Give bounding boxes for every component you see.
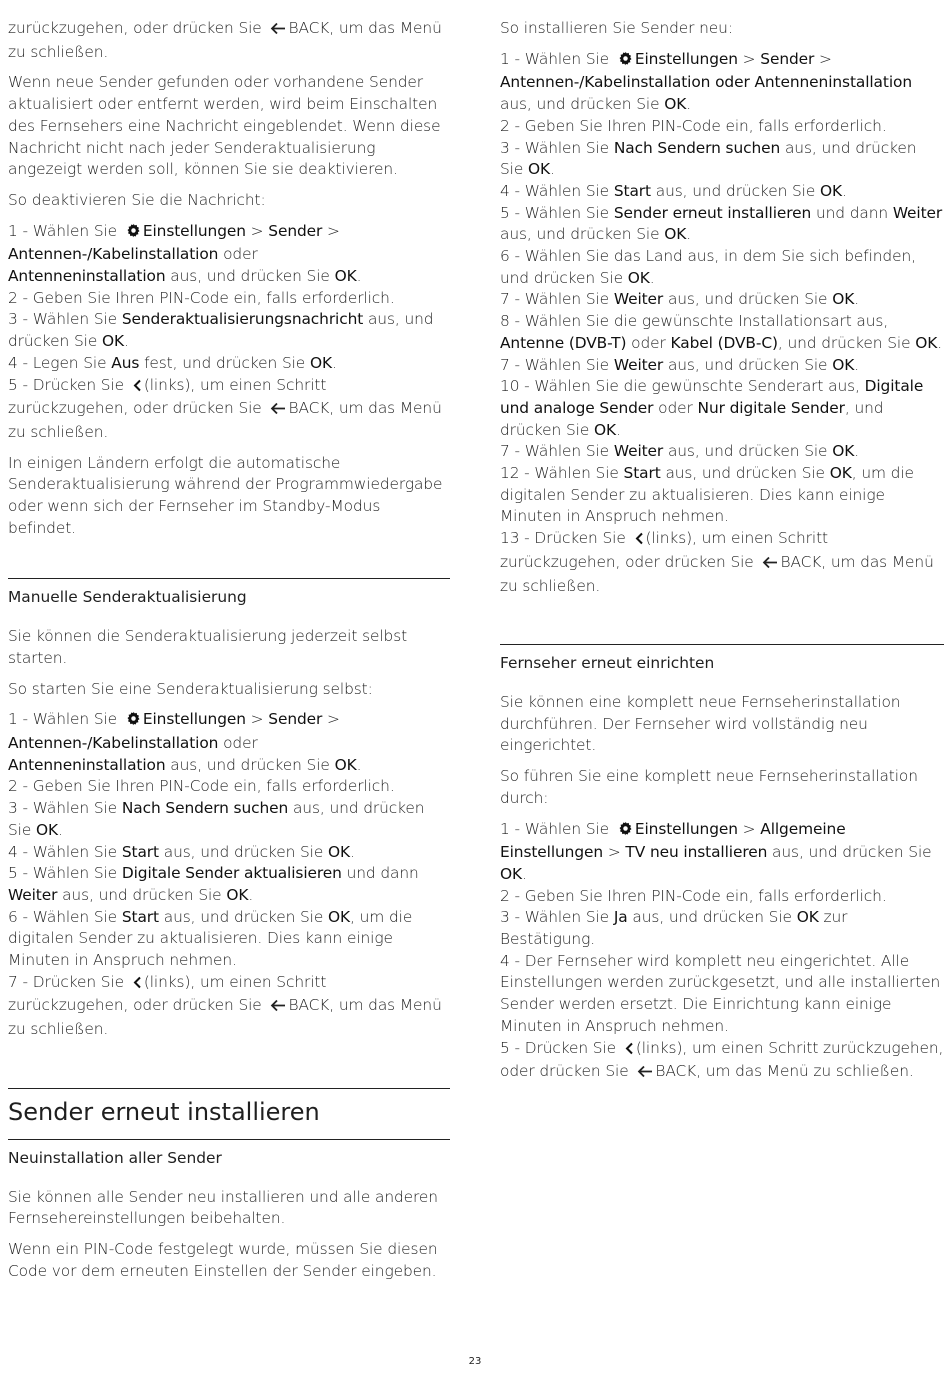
section-divider [8, 578, 450, 579]
or-text: oder [218, 733, 258, 752]
ok-label: OK [226, 885, 249, 904]
option-label: Digitale Sender aktualisieren [121, 864, 342, 883]
option-label: Aus [111, 353, 140, 372]
ok-label: OK [796, 908, 819, 927]
section-divider [500, 644, 944, 645]
option-label: Weiter [613, 290, 664, 309]
intro-text: zurückzugehen, oder drücken Sie [8, 19, 262, 37]
step-text: aus, und drücken Sie [767, 843, 932, 862]
setup-p2: So führen Sie eine komplett neue Fernseherinstallation durch: [500, 767, 918, 807]
step-text: 1 - Wählen Sie [500, 49, 614, 68]
sender-label: Sender [268, 710, 323, 729]
antenna2-label: Antenneninstallation [8, 267, 166, 286]
dot: . [854, 442, 860, 461]
step-text: , um die digitalen Sender zu aktualisieren. Dies kann einige Minuten in Anspruch nehmen. [500, 464, 914, 526]
step-text: 12 - Wählen Sie [500, 464, 624, 483]
step-text: aus, und drücken Sie [663, 355, 833, 374]
dot: . [550, 160, 555, 179]
right-column [500, 18, 944, 1094]
option-label: Weiter [613, 355, 664, 374]
option-label: TV neu installieren [625, 843, 768, 862]
sep: > [737, 49, 761, 68]
step-text: , um die digitalen Sender zu aktualisieren. Dies kann einige Minuten in Anspruch nehmen. [8, 907, 413, 970]
install-step-10 [500, 376, 944, 441]
ok-label: OK [820, 181, 843, 200]
back-arrow-icon [637, 1063, 653, 1085]
manual-step-2: 2 - Geben Sie Ihren PIN-Code ein, falls erforderlich. [8, 777, 395, 796]
ok-label: OK [627, 268, 650, 287]
ok-label: OK [528, 160, 551, 179]
sep: > [322, 710, 340, 729]
option-label: Digitale und analoge Sender [500, 377, 924, 417]
install-step-3 [500, 138, 944, 181]
install-step-6 [500, 246, 944, 289]
antenna-label: Antennen-/Kabelinstallation [8, 733, 219, 752]
manual-p1: Sie können die Senderaktualisierung jederzeit selbst starten. [8, 627, 408, 667]
dot: . [842, 181, 847, 200]
setup-step-2: 2 - Geben Sie Ihren PIN-Code ein, falls erforderlich. [500, 886, 887, 905]
sender-label: Sender [268, 221, 323, 240]
option-label: Antenne (DVB-T) [500, 333, 627, 352]
option-label: Start [613, 181, 651, 200]
step-text: aus, und drücken Sie [57, 885, 227, 904]
step-text: aus, und drücken Sie [663, 442, 833, 461]
or-text: oder [218, 245, 258, 264]
deactivate-step-3 [8, 309, 450, 352]
install-step-1 [500, 49, 944, 116]
ok-label: OK [102, 332, 125, 351]
left-column [8, 18, 450, 1291]
option-label: Senderaktualisierungsnachricht [121, 310, 364, 329]
reinstall-p1: Sie können alle Sender neu installieren und alle anderen Fernsehereinstellungen beibehalten. [8, 1187, 438, 1228]
step-text: 7 - Wählen Sie [500, 442, 614, 461]
step-text: , und drücken Sie [777, 333, 916, 352]
dot: . [350, 842, 355, 861]
step-text: aus, und drücken Sie [158, 907, 329, 926]
dot: . [854, 355, 860, 374]
step-text: (links), um einen Schritt zurückzugehen, oder drücken Sie [500, 529, 828, 571]
ok-label: OK [36, 820, 59, 839]
step-text: 3 - Wählen Sie [8, 799, 122, 818]
step-text: 5 - Drücken Sie [500, 1038, 621, 1057]
ok-label: OK [664, 95, 687, 114]
chevron-left-icon [133, 974, 142, 996]
option-label: Kabel (DVB-C) [670, 333, 778, 352]
section-divider [8, 1088, 450, 1089]
dot: . [522, 864, 527, 883]
step-text: aus, und drücken Sie [165, 755, 335, 774]
option-label: Start [121, 842, 159, 861]
deactivate-step-1 [8, 221, 450, 288]
ok-label: OK [832, 290, 855, 309]
sep: > [245, 221, 269, 240]
step-text: BACK, um das Menü zu schließen. [500, 552, 934, 595]
deactivate-step-4 [8, 353, 450, 375]
step-text: 4 - Wählen Sie [500, 181, 614, 200]
para-new-channels: Wenn neue Sender gefunden oder vorhandene Sender aktualisiert oder entfernt werden, wird beim Einschalten des Fernsehers eine Nachricht eingeblendet. Wenn diese Nachricht nicht nach jeder Senderaktualisierung angezeigt werden soll, können Sie sie deaktivieren. [8, 73, 441, 179]
chevron-left-icon [635, 530, 644, 552]
ok-label: OK [328, 907, 351, 926]
ok-label: OK [328, 842, 351, 861]
step-text: (links), um einen Schritt zurückzugehen, oder drücken Sie [8, 375, 327, 418]
step-text: aus, und drücken Sie [165, 267, 335, 286]
install-step-12 [500, 463, 944, 528]
setup-heading: Fernseher erneut einrichten [500, 654, 715, 673]
option-label: Allgemeine Einstellungen [500, 819, 846, 862]
setup-step-1 [500, 819, 944, 886]
dot: . [356, 267, 362, 286]
step-text: 3 - Wählen Sie [500, 138, 614, 157]
step-text: 6 - Wählen Sie das Land aus, in dem Sie sich befinden, und drücken Sie [500, 247, 916, 287]
page-number: 23 [468, 1356, 482, 1367]
install-step-4 [500, 181, 944, 203]
step-text: aus, und drücken Sie [500, 225, 665, 244]
option-label: Nach Sendern suchen [613, 138, 781, 157]
step-text: BACK, um das Menü zu schließen. [655, 1062, 914, 1081]
setup-step-5 [500, 1038, 944, 1085]
step-text: aus, und drücken Sie [500, 95, 665, 114]
step-text: und dann [341, 864, 419, 883]
step-text: 4 - Legen Sie [8, 353, 112, 372]
step-text: BACK, um das Menü zu schließen. [8, 399, 442, 441]
step-text: 5 - Wählen Sie [500, 203, 614, 222]
option-label: Weiter [8, 885, 58, 904]
chevron-left-icon [625, 1040, 634, 1062]
step-text: aus, und drücken Sie [8, 799, 425, 839]
option-label: Sender erneut installieren [613, 203, 812, 222]
step-text: aus, und drücken Sie [500, 138, 917, 179]
install-step-8 [500, 311, 944, 354]
step-text: aus, und drücken Sie [650, 181, 821, 200]
sep: > [322, 221, 340, 240]
step-text: (links), um einen Schritt zurückzugehen, oder drücken Sie [500, 1038, 944, 1081]
intro-back-text: BACK, um das Menü zu schließen. [8, 19, 442, 61]
gear-icon [126, 223, 141, 245]
settings-label: Einstellungen [634, 49, 738, 68]
ok-label: OK [664, 225, 687, 244]
step-text: 5 - Wählen Sie [8, 864, 122, 883]
step-text: aus, und drücken Sie [158, 842, 329, 861]
section-divider [8, 1139, 450, 1140]
manual-step-1 [8, 709, 450, 776]
back-arrow-icon [270, 997, 286, 1019]
option-label: Nur digitale Sender [697, 398, 845, 417]
setup-p1: Sie können eine komplett neue Fernseherinstallation durchführen. Der Fernseher wird vollständig neu eingerichtet. [500, 692, 901, 755]
step-text: fest, und drücken Sie [139, 353, 310, 372]
ok-label: OK [309, 353, 332, 372]
ok-label: OK [832, 355, 855, 374]
ok-label: OK [594, 420, 617, 439]
step-text: 3 - Wählen Sie [500, 908, 614, 927]
step-text: 1 - Wählen Sie [8, 221, 122, 240]
gear-icon [126, 711, 141, 733]
dot: . [686, 95, 692, 114]
manual-step-3 [8, 798, 450, 841]
option-label: Start [121, 907, 159, 926]
gear-icon [618, 51, 633, 73]
sep: > [603, 843, 626, 862]
back-arrow-icon [762, 554, 778, 576]
setup-step-4: 4 - Der Fernseher wird komplett neu eingerichtet. Alle Einstellungen werden zurückgesetzt, und alle installierten Sender werden ersetzt. Die Einrichtung kann einige Minuten in Anspruch nehmen. [500, 951, 941, 1035]
step-text: 3 - Wählen Sie [8, 310, 122, 329]
option-label: Weiter [613, 442, 664, 461]
step-text: aus, und drücken Sie [627, 908, 797, 927]
ok-label: OK [334, 755, 357, 774]
back-arrow-icon [270, 20, 286, 42]
settings-label: Einstellungen [634, 819, 738, 838]
step-text: 8 - Wählen Sie die gewünschte Installationsart aus, [500, 312, 889, 331]
option-label: Nach Sendern suchen [121, 799, 289, 818]
install-step-9 [500, 355, 944, 377]
sep: > [814, 49, 832, 68]
para-auto-update: In einigen Ländern erfolgt die automatische Senderaktualisierung während der Programmwiedergabe oder wenn sich der Fernseher im Standby-Modus befindet. [8, 453, 443, 537]
antenna2-label: Antenneninstallation [8, 755, 166, 774]
settings-label: Einstellungen [142, 221, 246, 240]
ok-label: OK [334, 267, 357, 286]
dot: . [649, 268, 655, 287]
reinstall-p2: Wenn ein PIN-Code festgelegt wurde, müssen Sie diesen Code vor dem erneuten Einstellen der Sender eingeben. [8, 1239, 438, 1280]
step-text: 1 - Wählen Sie [500, 819, 614, 838]
deactivate-intro: So deaktivieren Sie die Nachricht: [8, 190, 266, 209]
antenna-label: Antennen-/Kabelinstallation [8, 245, 219, 264]
dot: . [248, 885, 254, 904]
step-text: oder [626, 333, 671, 352]
step-text: zur Bestätigung. [500, 908, 848, 949]
manual-p2: So starten Sie eine Senderaktualisierung selbst: [8, 679, 373, 698]
ok-label: OK [832, 442, 855, 461]
install-step-13 [500, 528, 944, 597]
dot: . [331, 353, 337, 372]
deactivate-step-2: 2 - Geben Sie Ihren PIN-Code ein, falls erforderlich. [8, 288, 395, 307]
step-text: 4 - Wählen Sie [8, 842, 122, 861]
step-text: BACK, um das Menü zu schließen. [8, 996, 442, 1039]
install-step-2: 2 - Geben Sie Ihren PIN-Code ein, falls erforderlich. [500, 116, 887, 135]
option-label: Ja [613, 908, 628, 927]
manual-step-4 [8, 842, 450, 864]
step-text: oder [653, 398, 698, 417]
step-text: und dann [811, 203, 893, 222]
manual-step-5 [8, 863, 450, 906]
ok-label: OK [915, 333, 938, 352]
option-label: Start [623, 464, 661, 483]
reinstall-title: Sender erneut installieren [8, 1097, 320, 1126]
chevron-left-icon [133, 377, 142, 399]
step-text: (links), um einen Schritt zurückzugehen, oder drücken Sie [8, 972, 327, 1015]
gear-icon [618, 821, 633, 843]
step-text: aus, und drücken Sie [663, 290, 833, 309]
step-text: 5 - Drücken Sie [8, 375, 129, 394]
reinstall-subheading: Neuinstallation aller Sender [8, 1148, 222, 1167]
install-intro: So installieren Sie Sender neu: [500, 19, 733, 37]
dot: . [356, 755, 362, 774]
install-step-5 [500, 203, 944, 246]
step-text: 7 - Wählen Sie [500, 290, 614, 309]
dot: . [686, 225, 692, 244]
settings-label: Einstellungen [142, 710, 246, 729]
dot: . [58, 820, 63, 839]
step-text: aus, und drücken Sie [660, 464, 830, 483]
step-text: aus, und drücken Sie [8, 310, 434, 351]
step-text: 10 - Wählen Sie die gewünschte Senderart aus, [500, 377, 865, 396]
step-text: 7 - Wählen Sie [500, 355, 614, 374]
install-step-7 [500, 289, 944, 311]
ok-label: OK [500, 864, 523, 883]
sep: > [245, 710, 269, 729]
step-text: 1 - Wählen Sie [8, 710, 122, 729]
step-text: 7 - Drücken Sie [8, 972, 129, 991]
back-arrow-icon [270, 400, 286, 422]
ok-label: OK [829, 464, 852, 483]
deactivate-step-5 [8, 375, 450, 444]
manual-step-6 [8, 907, 450, 972]
step-text: , und drücken Sie [500, 398, 884, 439]
dot: . [854, 290, 860, 309]
dot: . [124, 332, 129, 351]
step-text: 13 - Drücken Sie [500, 529, 631, 548]
install-step-11 [500, 441, 944, 463]
setup-step-3 [500, 907, 944, 950]
intro-continuation [8, 18, 450, 63]
dot: . [937, 333, 943, 352]
manual-heading: Manuelle Senderaktualisierung [8, 588, 247, 607]
option-label: Weiter [892, 203, 943, 222]
sep: > [737, 819, 761, 838]
dot: . [616, 420, 621, 439]
step-text: 6 - Wählen Sie [8, 907, 122, 926]
manual-step-7 [8, 972, 450, 1041]
sender-label: Sender [760, 49, 815, 68]
antenna-label: Antennen-/Kabelinstallation oder Antenneninstallation [500, 73, 912, 92]
